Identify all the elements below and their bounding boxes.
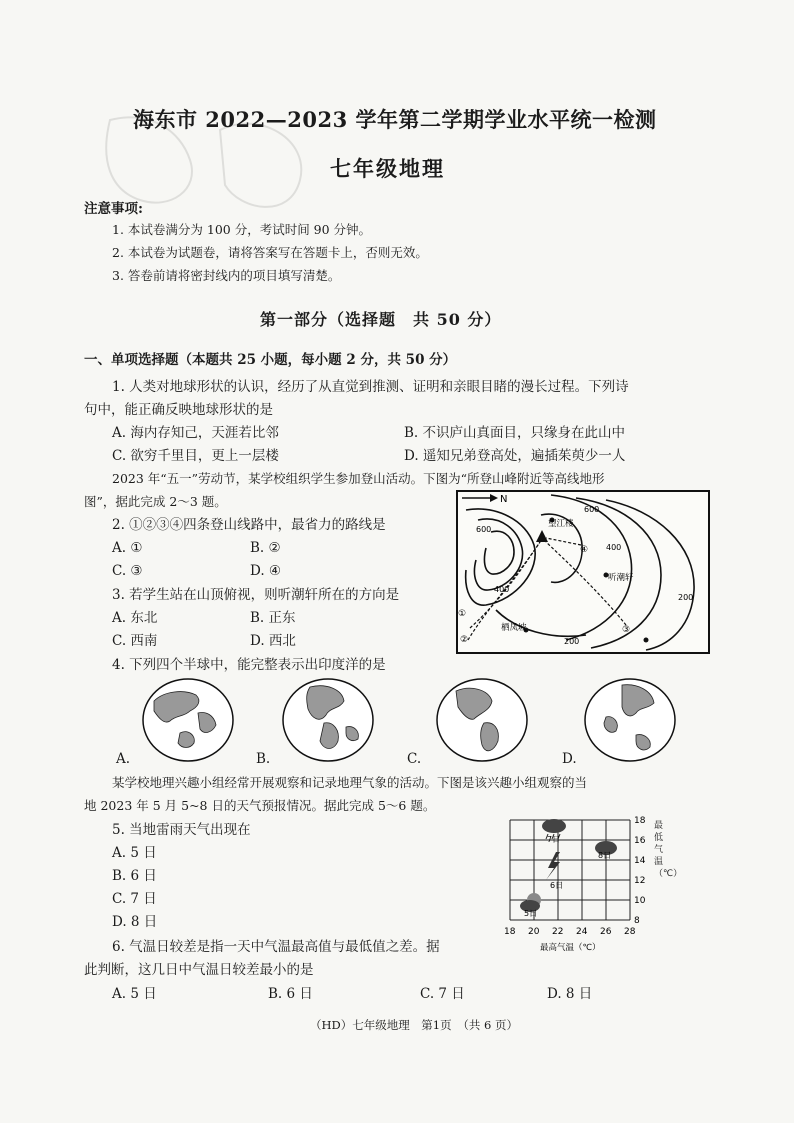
svg-text:6日: 6日 <box>550 881 564 890</box>
route-3: ③ <box>622 625 631 635</box>
x-axis-label: 最高气温（℃） <box>540 943 601 953</box>
x-tick-18: 18 <box>504 927 516 937</box>
q4-option-a[interactable]: A. <box>116 751 131 767</box>
place-wangjianglou: 望江楼 <box>548 519 574 529</box>
q6-option-a[interactable]: A. 5 日 <box>112 986 157 1002</box>
contour-label-5: 200 <box>564 637 580 646</box>
q4-option-c[interactable]: C. <box>407 751 422 767</box>
notice-heading: 注意事项: <box>84 201 143 217</box>
y-tick-14: 14 <box>634 856 646 866</box>
q1-option-a[interactable]: A. 海内存知己，天涯若比邻 <box>112 425 279 441</box>
q2-option-c[interactable]: C. ③ <box>112 563 143 579</box>
q1-stem-line1: 1. 人类对地球形状的认识，经历了从直觉到推测、证明和亲眼目睹的漫长过程。下列诗 <box>112 379 629 395</box>
q6-option-d[interactable]: D. 8 日 <box>547 986 593 1002</box>
day8-cloud-icon <box>595 841 617 860</box>
route-4: ④ <box>580 545 589 555</box>
svg-text:8日: 8日 <box>598 851 612 860</box>
y-tick-8: 8 <box>634 916 640 926</box>
y-tick-16: 16 <box>634 836 646 846</box>
y-tick-10: 10 <box>634 896 646 906</box>
contour-label-2: 600 <box>584 505 600 514</box>
y-tick-18: 18 <box>634 816 646 826</box>
q5-stem: 5. 当地雷雨天气出现在 <box>112 822 251 838</box>
q4-option-d[interactable]: D. <box>562 751 577 767</box>
q1-option-d[interactable]: D. 遥知兄弟登高处，遍插茱萸少一人 <box>404 448 626 464</box>
intro23-line1: 2023 年“五一”劳动节，某学校组织学生参加登山活动。下图为“所登山峰附近等高线地形 <box>112 471 605 486</box>
notice-item-3: 3. 答卷前请将密封线内的项目填写清楚。 <box>112 268 341 283</box>
svg-text:5日: 5日 <box>524 909 538 918</box>
x-tick-20: 20 <box>528 927 540 937</box>
contour-map <box>456 490 710 654</box>
q3-stem: 3. 若学生站在山顶俯视，则听潮轩所在的方向是 <box>112 587 400 603</box>
x-tick-22: 22 <box>552 927 564 937</box>
q4-option-b[interactable]: B. <box>256 751 271 767</box>
q2-stem: 2. ①②③④四条登山线路中，最省力的路线是 <box>112 517 386 533</box>
part1-title: 第一部分（选择题 共 50 分） <box>260 310 502 329</box>
place-qifengpo: 栖凤坡 <box>501 623 527 633</box>
q3-option-a[interactable]: A. 东北 <box>112 610 158 626</box>
q4-stem: 4. 下列四个半球中，能完整表示出印度洋的是 <box>112 657 386 673</box>
q5-option-b[interactable]: B. 6 日 <box>112 868 157 884</box>
exam-subtitle: 七年级地理 <box>330 156 445 181</box>
day5-sun-cloud-icon <box>520 893 541 918</box>
q6-option-c[interactable]: C. 7 日 <box>420 986 465 1002</box>
page-footer: （HD）七年级地理 第1页 （共 6 页） <box>310 1018 518 1032</box>
q1-stem-line2: 句中，能正确反映地球形状的是 <box>84 402 273 418</box>
x-tick-24: 24 <box>576 927 588 937</box>
contour-label-3: 400 <box>494 585 510 594</box>
y-tick-12: 12 <box>634 876 646 886</box>
x-tick-26: 26 <box>600 927 612 937</box>
q6-stem-line1: 6. 气温日较差是指一天中气温最高值与最低值之差。据 <box>112 939 440 955</box>
day6-thunderstorm-icon <box>546 852 563 890</box>
north-label: N <box>500 494 508 505</box>
contour-label-6: 200 <box>678 593 694 602</box>
q3-option-b[interactable]: B. 正东 <box>250 610 296 626</box>
hemisphere-c[interactable] <box>434 677 530 763</box>
intro56-line2: 地 2023 年 5 月 5~8 日的天气预报情况。据此完成 5～6 题。 <box>84 798 436 813</box>
q5-option-d[interactable]: D. 8 日 <box>112 914 158 930</box>
hemisphere-a[interactable] <box>140 677 236 763</box>
hemisphere-d[interactable] <box>582 677 678 763</box>
q5-option-c[interactable]: C. 7 日 <box>112 891 157 907</box>
contour-label-1: 600 <box>476 525 492 534</box>
y-axis-label: 最低气温（℃） <box>654 821 683 879</box>
q1-option-b[interactable]: B. 不识庐山真面目，只缘身在此山中 <box>404 425 626 441</box>
svg-text:7日: 7日 <box>547 835 561 844</box>
notice-item-2: 2. 本试卷为试题卷，请将答案写在答题卡上，否则无效。 <box>112 245 428 260</box>
route-2: ② <box>460 635 469 645</box>
q1-option-c[interactable]: C. 欲穷千里目，更上一层楼 <box>112 448 279 464</box>
q2-option-d[interactable]: D. ④ <box>250 563 282 579</box>
exam-title: 海东市 2022—2023 学年第二学期学业水平统一检测 <box>133 107 657 132</box>
q2-option-b[interactable]: B. ② <box>250 540 281 556</box>
contour-label-4: 400 <box>606 543 622 552</box>
q6-stem-line2: 此判断，这几日中气温日较差最小的是 <box>84 962 314 978</box>
route-1: ① <box>458 609 467 619</box>
q5-option-a[interactable]: A. 5 日 <box>112 845 157 861</box>
q2-option-a[interactable]: A. ① <box>112 540 143 556</box>
intro23-line2: 图”，据此完成 2～3 题。 <box>84 494 227 509</box>
notice-item-1: 1. 本试卷满分为 100 分，考试时间 90 分钟。 <box>112 222 372 237</box>
q6-option-b[interactable]: B. 6 日 <box>268 986 313 1002</box>
x-tick-28: 28 <box>624 927 636 937</box>
q3-option-c[interactable]: C. 西南 <box>112 633 158 649</box>
section-heading: 一、单项选择题（本题共 25 小题，每小题 2 分，共 50 分） <box>84 352 457 368</box>
q3-option-d[interactable]: D. 西北 <box>250 633 296 649</box>
place-tingchaoxuan: 听潮轩 <box>608 573 634 583</box>
intro56-line1: 某学校地理兴趣小组经常开展观察和记录地理气象的活动。下图是该兴趣小组观察的当 <box>112 775 588 790</box>
hemisphere-b[interactable] <box>280 677 376 763</box>
